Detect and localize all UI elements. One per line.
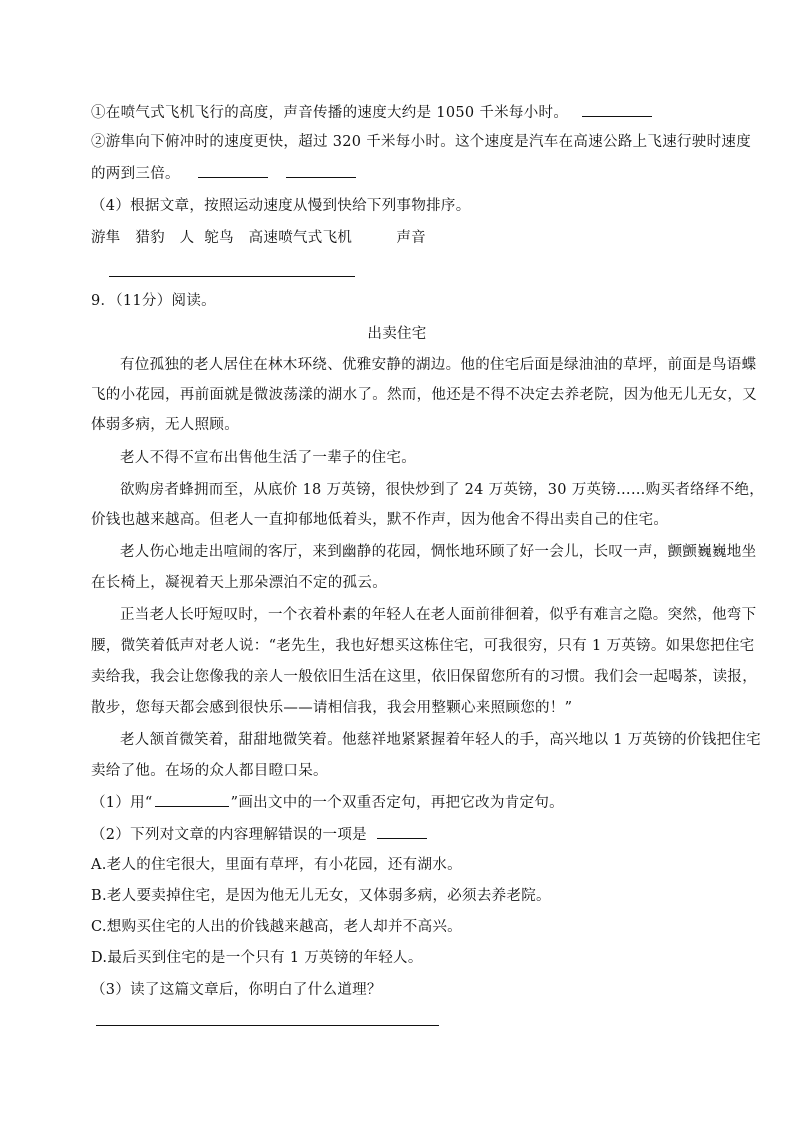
q9-p1-line3: 体弱多病，无人照顾。 bbox=[91, 417, 239, 433]
q9-p6-line1: 老人颔首微笑着，甜甜地微笑着。他慈祥地紧紧握着年轻人的手，高兴地以 1 万英镑的价钱把住宅 bbox=[120, 732, 761, 748]
q9-p4-line2: 在长椅上，凝视着天上那朵漂泊不定的孤云。 bbox=[91, 575, 387, 591]
q9-option-b[interactable]: B.老人要卖掉住宅，是因为他无儿无女，又体弱多病，必须去养老院。 bbox=[91, 888, 551, 904]
q9-sub1 bbox=[91, 792, 564, 813]
q8-item2-line2 bbox=[91, 163, 356, 184]
q9-sub2 bbox=[91, 824, 427, 845]
q9-sub3-answer-line[interactable] bbox=[96, 1025, 439, 1026]
q9-p5-line1: 正当老人长吁短叹时，一个衣着朴素的年轻人在老人面前徘徊着，似乎有难言之隐。突然，他弯下 bbox=[120, 607, 757, 623]
q9-p1-line1: 有位孤独的老人居住在林木环绕、优雅安静的湖边。他的住宅后面是绿油油的草坪，前面是鸟语蝶 bbox=[120, 357, 757, 373]
q8-item2-blank-2[interactable] bbox=[286, 163, 356, 178]
q9-p4-line1: 老人伤心地走出喧闹的客厅，来到幽静的花园，惆怅地环顾了好一会儿，长叹一声，颤颤巍巍地坐 bbox=[120, 544, 757, 560]
q9-sub3-prompt: （3）读了这篇文章后，你明白了什么道理？ bbox=[91, 982, 382, 998]
q8-item2-line1: ②游隼向下俯冲时的速度更快，超过 320 千米每小时。这个速度是汽车在高速公路上飞速行驶时速度 bbox=[91, 134, 751, 150]
q9-p6-line2: 卖给了他。在场的众人都目瞪口呆。 bbox=[91, 763, 328, 779]
q9-sub1-underline-sample bbox=[155, 792, 229, 807]
q8-item2-blank-1[interactable] bbox=[198, 163, 268, 178]
q9-option-c[interactable]: C.想购买住宅的人出的价钱越来越高，老人却并不高兴。 bbox=[91, 919, 462, 935]
q9-p3-line2: 价钱也越来越高。但老人一直抑郁地低着头，默不作声，因为他舍不得出卖自己的住宅。 bbox=[91, 512, 669, 528]
q9-p5-line4: 散步，您每天都会感到很快乐——请相信我，我会用整颗心来照顾您的！” bbox=[91, 700, 573, 716]
q8-sub4-answer-line[interactable] bbox=[109, 276, 355, 277]
q9-p5-line3: 卖给我，我会让您像我的亲人一般依旧生活在这里，依旧保留您所有的习惯。我们会一起喝茶，读报， bbox=[91, 669, 757, 685]
q8-item2-text: 的两到三倍。 bbox=[91, 166, 180, 182]
q8-item1-blank[interactable] bbox=[582, 102, 652, 117]
q9-article-title: 出卖住宅 bbox=[367, 326, 427, 342]
q9-sub2-prompt: （2）下列对文章的内容理解错误的一项是 bbox=[91, 827, 367, 843]
q8-sub4-prompt: （4）根据文章，按照运动速度从慢到快给下列事物排序。 bbox=[91, 198, 471, 214]
q8-item1 bbox=[91, 102, 652, 123]
q9-header: 9．（11分）阅读。 bbox=[91, 293, 216, 309]
q9-sub1-open: （1）用“ bbox=[91, 795, 153, 811]
q9-sub1-close: ”画出文中的一个双重否定句，再把它改为肯定句。 bbox=[230, 795, 564, 811]
q9-p3-line1: 欲购房者蜂拥而至，从底价 18 万英镑，很快炒到了 24 万英镑，30 万英镑……购买者络绎不绝， bbox=[120, 482, 765, 498]
q8-sub4-items: 游隼 猎豹 人 鸵鸟 高速喷气式飞机 声音 bbox=[91, 230, 426, 246]
q9-sub2-answer-blank[interactable] bbox=[377, 824, 427, 839]
q9-option-a[interactable]: A.老人的住宅很大，里面有草坪，有小花园，还有湖水。 bbox=[91, 857, 462, 873]
q9-p2-line1: 老人不得不宣布出售他生活了一辈子的住宅。 bbox=[120, 450, 416, 466]
q8-item1-text: ①在喷气式飞机飞行的高度，声音传播的速度大约是 1050 千米每小时。 bbox=[91, 105, 569, 121]
q9-option-d[interactable]: D.最后买到住宅的是一个只有 1 万英镑的年轻人。 bbox=[91, 950, 423, 966]
q9-p5-line2: 腰，微笑着低声对老人说：“老先生，我也好想买这栋住宅，可我很穷，只有 1 万英镑。如果您把住宅 bbox=[91, 638, 755, 654]
q9-p1-line2: 飞的小花园，再前面就是微波荡漾的湖水了。然而，他还是不得不决定去养老院，因为他无儿无女，又 bbox=[91, 387, 757, 403]
